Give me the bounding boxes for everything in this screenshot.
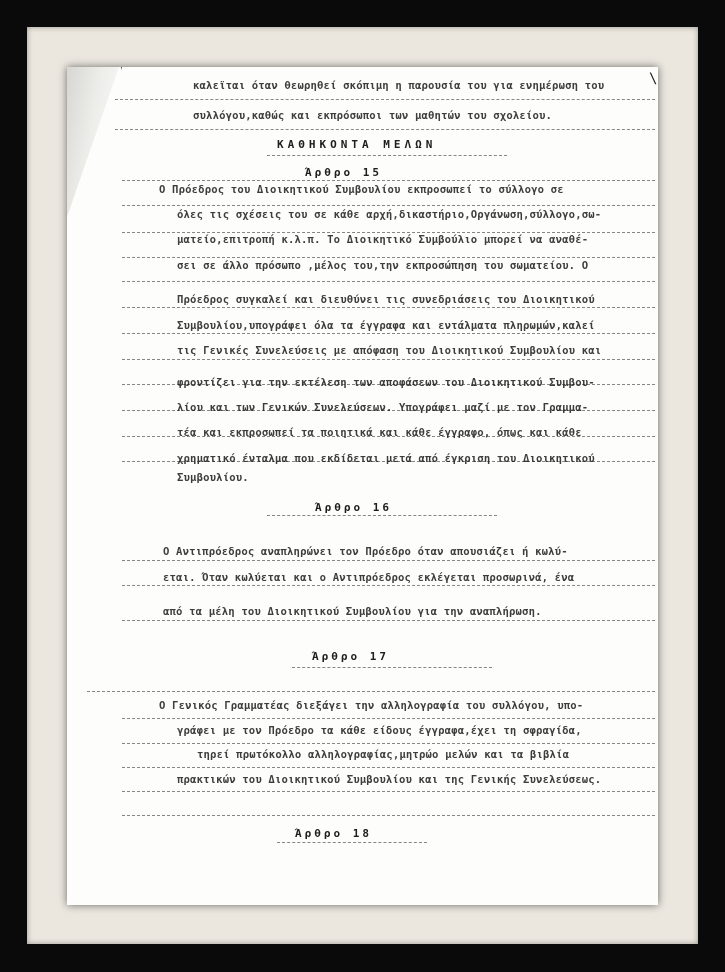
underline: [122, 620, 655, 622]
underline: [122, 333, 655, 335]
underline: [267, 155, 507, 157]
underline: [122, 767, 655, 769]
text-line: Συμβουλίου,υπογράφει όλα τα έγγραφα και εντάλματα πληρωμών,καλεί: [177, 320, 595, 332]
text-line: όλες τις σχέσεις του σε κάθε αρχή,δικαστήριο,Οργάνωση,σύλλογο,σω-: [177, 209, 602, 221]
margin-mark: \: [649, 71, 658, 87]
text-line: σει σε άλλο πρόσωπο ,μέλος του,την εκπροσώπηση του σωματείου. Ο: [177, 260, 589, 272]
article-heading: Άρθρο 17: [312, 650, 389, 663]
text-line: καλεϊται όταν θεωρηθεί σκόπιμη η παρουσία του για ενημέρωση του: [193, 80, 605, 92]
text-line: τις Γενικές Συνελεύσεις με απόφαση του Διοικητικού Συμβουλίου και: [177, 345, 602, 357]
underline: [122, 585, 655, 587]
underline: [122, 180, 655, 182]
underline: [122, 359, 655, 361]
underline: [122, 560, 655, 562]
underline: [122, 743, 655, 745]
underline: [122, 307, 655, 309]
article-heading: Άρθρο 16: [315, 501, 392, 514]
text-line: Ο Αντιπρόεδρος αναπληρώνει τον Πρόεδρο όταν απουσιάζει ή κωλύ-: [163, 546, 568, 558]
document-page: [67, 67, 658, 905]
text-line: Ο Γενικός Γραμματέας διεξάγει την αλληλογραφία του συλλόγου, υπο-: [159, 700, 584, 712]
underline: [122, 815, 655, 817]
text-line: τέα και εκπροσωπεί τα ποιητικά και κάθε έγγραφο, όπως και κάθε: [177, 427, 582, 439]
text-line: εται. Όταν κωλύεται και ο Αντιπρόεδρος εκλέγεται προσωρινά, ένα: [163, 572, 575, 584]
text-line: από τα μέλη του Διοικητικού Συμβουλίου για την αναπλήρωση.: [163, 606, 542, 618]
text-line: συλλόγου,καθώς και εκπρόσωποι των μαθητών του σχολείου.: [193, 110, 553, 122]
article-heading: Άρθρο 15: [305, 166, 382, 179]
underline: [122, 205, 655, 207]
text-line: λίου και των Γενικών Συνελεύσεων. Υπογράφει μαζί με τον Γραμμα-: [177, 402, 589, 414]
underline: [122, 257, 655, 259]
text-line: Ο Πρόεδρος του Διοικητικού Συμβουλίου εκπροσωπεί το σύλλογο σε: [159, 184, 564, 196]
article-heading: Άρθρο 18: [295, 827, 372, 840]
folded-corner-edge: [67, 67, 122, 219]
underline: [87, 691, 655, 693]
text-line: ματείο,επιτροπή κ.λ.π. Το Διοικητικό Συμβούλιο μπορεί να αναθέ-: [177, 234, 589, 246]
text-line: πρακτικών του Διοικητικού Συμβουλίου και της Γενικής Συνελεύσεως.: [177, 774, 602, 786]
underline: [115, 99, 655, 101]
text-line: γράφει με τον Πρόεδρο τα κάθε είδους έγγραφα,έχει τη σφραγίδα,: [177, 725, 582, 737]
underline: [292, 667, 492, 669]
underline: [277, 842, 427, 844]
text-line: Συμβουλίου.: [177, 472, 249, 484]
underline: [115, 129, 655, 131]
text-line: χρηματικό ένταλμα που εκδίδεται μετά από έγκριση του Διοικητικού: [177, 453, 595, 465]
text-line: Πρόεδρος συγκαλεί και διευθύνει τις συνεδριάσεις του Διοικητικού: [177, 294, 595, 306]
text-line: φροντίζει για την εκτέλεση των αποφάσεων του Διοικητικού Συμβου-: [177, 377, 595, 389]
underline: [122, 791, 655, 793]
section-heading: ΚΑΘΗΚΟΝΤΑ ΜΕΛΩΝ: [277, 138, 437, 151]
underline: [122, 718, 655, 720]
underline: [267, 515, 497, 517]
underline: [122, 281, 655, 283]
text-line: τηρεί πρωτόκολλο αλληλογραφίας,μητρώο μελών και τα βιβλία: [197, 749, 570, 761]
